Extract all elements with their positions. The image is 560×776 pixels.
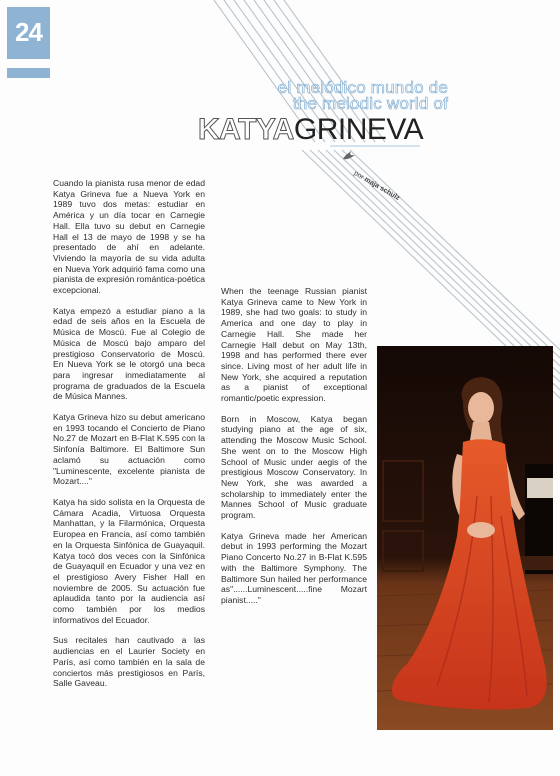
spanish-paragraph: Katya empezó a estudiar piano a la edad de seis años en la Escuela de Música de Moscú. Fue al Colegio de Música de Moscú bajo amparo del prestigioso Conservatorio de Moscú. En Nueva York se le otorgó una beca para ingresar inmediatamente al programa de graduados de la Escuela de Música Mannes. [53, 305, 205, 402]
pianist-illustration [377, 346, 553, 730]
english-paragraph: When the teenage Russian pianist Katya Grineva came to New York in 1989, she had two goals: to study in America and one day to play in Carnegie Hall. She made her Carnegie Hall debut on May 13th, 1998 and has performed there ever since. Living most of her adult life in New York, she acquired a reputation as a pianist of exceptional romantic/poetic expression. [221, 286, 367, 404]
subtitle-spanish: el melódico mundo de [277, 78, 448, 97]
article-title [198, 113, 423, 147]
subtitle-english: the melodic world of [292, 94, 448, 113]
spanish-column [53, 178, 205, 699]
page-number: 24 [15, 17, 42, 47]
spanish-paragraph: Sus recitales han cautivado a las audiencias en el Laurier Society en París, así como también en la sala de conciertos más prestigiosos en París, Salle Gaveau. [53, 635, 205, 689]
english-paragraph: Born in Moscow, Katya began studying piano at the age of six, attending the Moscow Music School. She went on to the Moscow High School of Music under aegis of the prestigious Moscow Conservatory. In New York, she was awarded a scholarship to immediately enter the Mannes School of Music graduate program. [221, 413, 367, 521]
title-last-name: GRINEVA [293, 113, 424, 146]
english-column [221, 286, 367, 616]
bird-icon [342, 150, 356, 162]
title-first-name: KATYA [198, 113, 294, 146]
english-paragraph: Katya Grineva made her American debut in 1993 performing the Mozart Piano Concerto No.27 in B-Flat K.595 with the Baltimore Symphony. The Baltimore Sun hailed her performance as"......Luminescent.....fine Mozart pianist....." [221, 530, 367, 605]
spanish-paragraph: Katya ha sido solista en la Orquesta de Cámara Acadia, Virtuosa Orquesta Manhattan, y la Filarmónica, Orquesta Europea en Francia, así como también en la Orquesta Sinfónica de Guayaquil. Katya tocó dos veces con la Sinfónica de Guayaquil en Ecuador y una vez en el prestigioso Avery Fisher Hall en noviembre de 2005. Su actuación fue aplaudida tanto por la audiencia así como también por los medios informativos del Ecuador. [53, 496, 205, 625]
spanish-paragraph: Cuando la pianista rusa menor de edad Katya Grineva fue a Nueva York en 1989 tuvo dos metas: estudiar en América y un día tocar en Carnegie Hall. Ella tuvo su debut en Carnegie Hall el 13 de mayo de 1998 y se ha presentado de ahí en adelante. Viviendo la mayoría de su vida adulta en Nueva York adquirió fama como una pianista de expresión romántica-poética excepcional. [53, 178, 205, 296]
byline-por: por [352, 170, 365, 182]
page-number-box [7, 7, 50, 59]
spanish-paragraph: Katya Grineva hizo su debut americano en 1993 tocando el Concierto de Piano No.27 de Mozart en B-Flat K.595 con la Sinfonía Baltimore. El Baltimore Sun aclamó su actuación como "Luminescente, excelente pianista de Mozart...." [53, 412, 205, 487]
byline [353, 170, 401, 202]
pianist-photo [377, 346, 553, 730]
byline-author: maja schulz [362, 176, 401, 202]
page-number-bar [7, 68, 50, 78]
